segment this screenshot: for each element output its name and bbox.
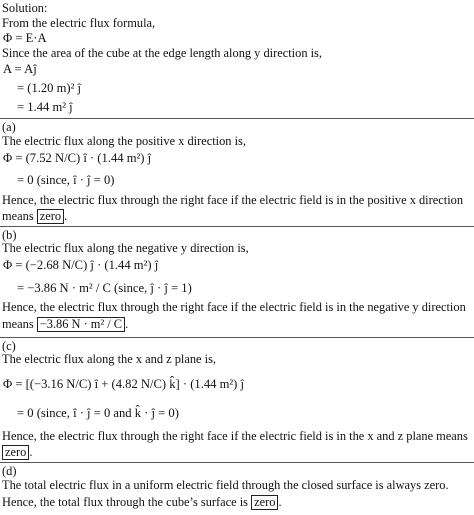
part-b-eq-2: = −3.86 N · m² / C (since, ĵ · ĵ = 1): [17, 281, 192, 295]
part-d-end: .: [278, 495, 282, 509]
part-c-answer-box: zero: [2, 445, 29, 460]
part-a-conclusion: Hence, the electric flux through the right face if the electric field is in the positive x direction: [2, 193, 464, 207]
part-a-label: (a): [2, 120, 16, 134]
part-d-answer-line: [2, 494, 282, 510]
part-d-label: (d): [2, 464, 17, 478]
flux-formula: Φ = E·A: [3, 31, 47, 45]
area-eq-1: A = Aĵ: [3, 62, 37, 76]
part-c-eq-2: = 0 (since, î · ĵ = 0 and k̂ · ĵ = 0): [17, 406, 179, 420]
divider-c: [0, 337, 474, 338]
part-a-eq-1: Φ = (7.52 N/C) î · (1.44 m²) ĵ: [3, 151, 152, 165]
part-d-text: The total electric flux in a uniform electric field through the closed surface is always zero.: [2, 478, 449, 492]
part-c-text: The electric flux along the x and z plane is,: [2, 352, 216, 366]
part-a-eq-2: = 0 (since, î · ĵ = 0): [17, 173, 115, 187]
part-b-conclusion: Hence, the electric flux through the right face if the electric field is in the negative y direction: [2, 300, 466, 314]
solution-intro: From the electric flux formula,: [2, 16, 156, 30]
solution-heading: Solution:: [2, 1, 48, 15]
part-d-text-2: Hence, the total flux through the cube’s surface is: [2, 495, 249, 509]
part-b-text: The electric flux along the negative y direction is,: [2, 241, 249, 255]
part-b-label: (b): [2, 228, 17, 242]
area-eq-2: = (1.20 m)² ĵ: [17, 81, 82, 95]
area-text: Since the area of the cube at the edge length along y direction is,: [2, 46, 322, 60]
part-c-end: .: [29, 445, 33, 459]
part-a-end: .: [64, 209, 68, 223]
divider-b: [0, 226, 474, 227]
part-b-means: means: [2, 317, 34, 331]
part-a-text: The electric flux along the positive x direction is,: [2, 134, 246, 148]
part-c-conclusion: Hence, the electric flux through the right face if the electric field is in the x and z plane means: [2, 429, 468, 443]
part-c-label: (c): [2, 339, 16, 353]
part-c-eq-1: Φ = [(−3.16 N/C) î + (4.82 N/C) k̂] · (1.44 m²) ĵ: [3, 377, 245, 391]
part-a-means: means: [2, 209, 34, 223]
part-b-end: .: [125, 317, 129, 331]
part-b-answer-box: −3.86 N · m² / C: [37, 317, 125, 332]
part-c-answer-line: [2, 444, 32, 460]
part-a-answer-box: zero: [37, 209, 64, 224]
part-d-answer-box: zero: [251, 495, 278, 510]
part-b-eq-1: Φ = (−2.68 N/C) ĵ · (1.44 m²) ĵ: [3, 258, 159, 272]
area-eq-3: = 1.44 m² ĵ: [17, 100, 73, 114]
divider-d: [0, 462, 474, 463]
part-b-answer-line: [2, 316, 128, 332]
part-a-answer-line: [2, 208, 67, 224]
divider-a: [0, 118, 474, 119]
